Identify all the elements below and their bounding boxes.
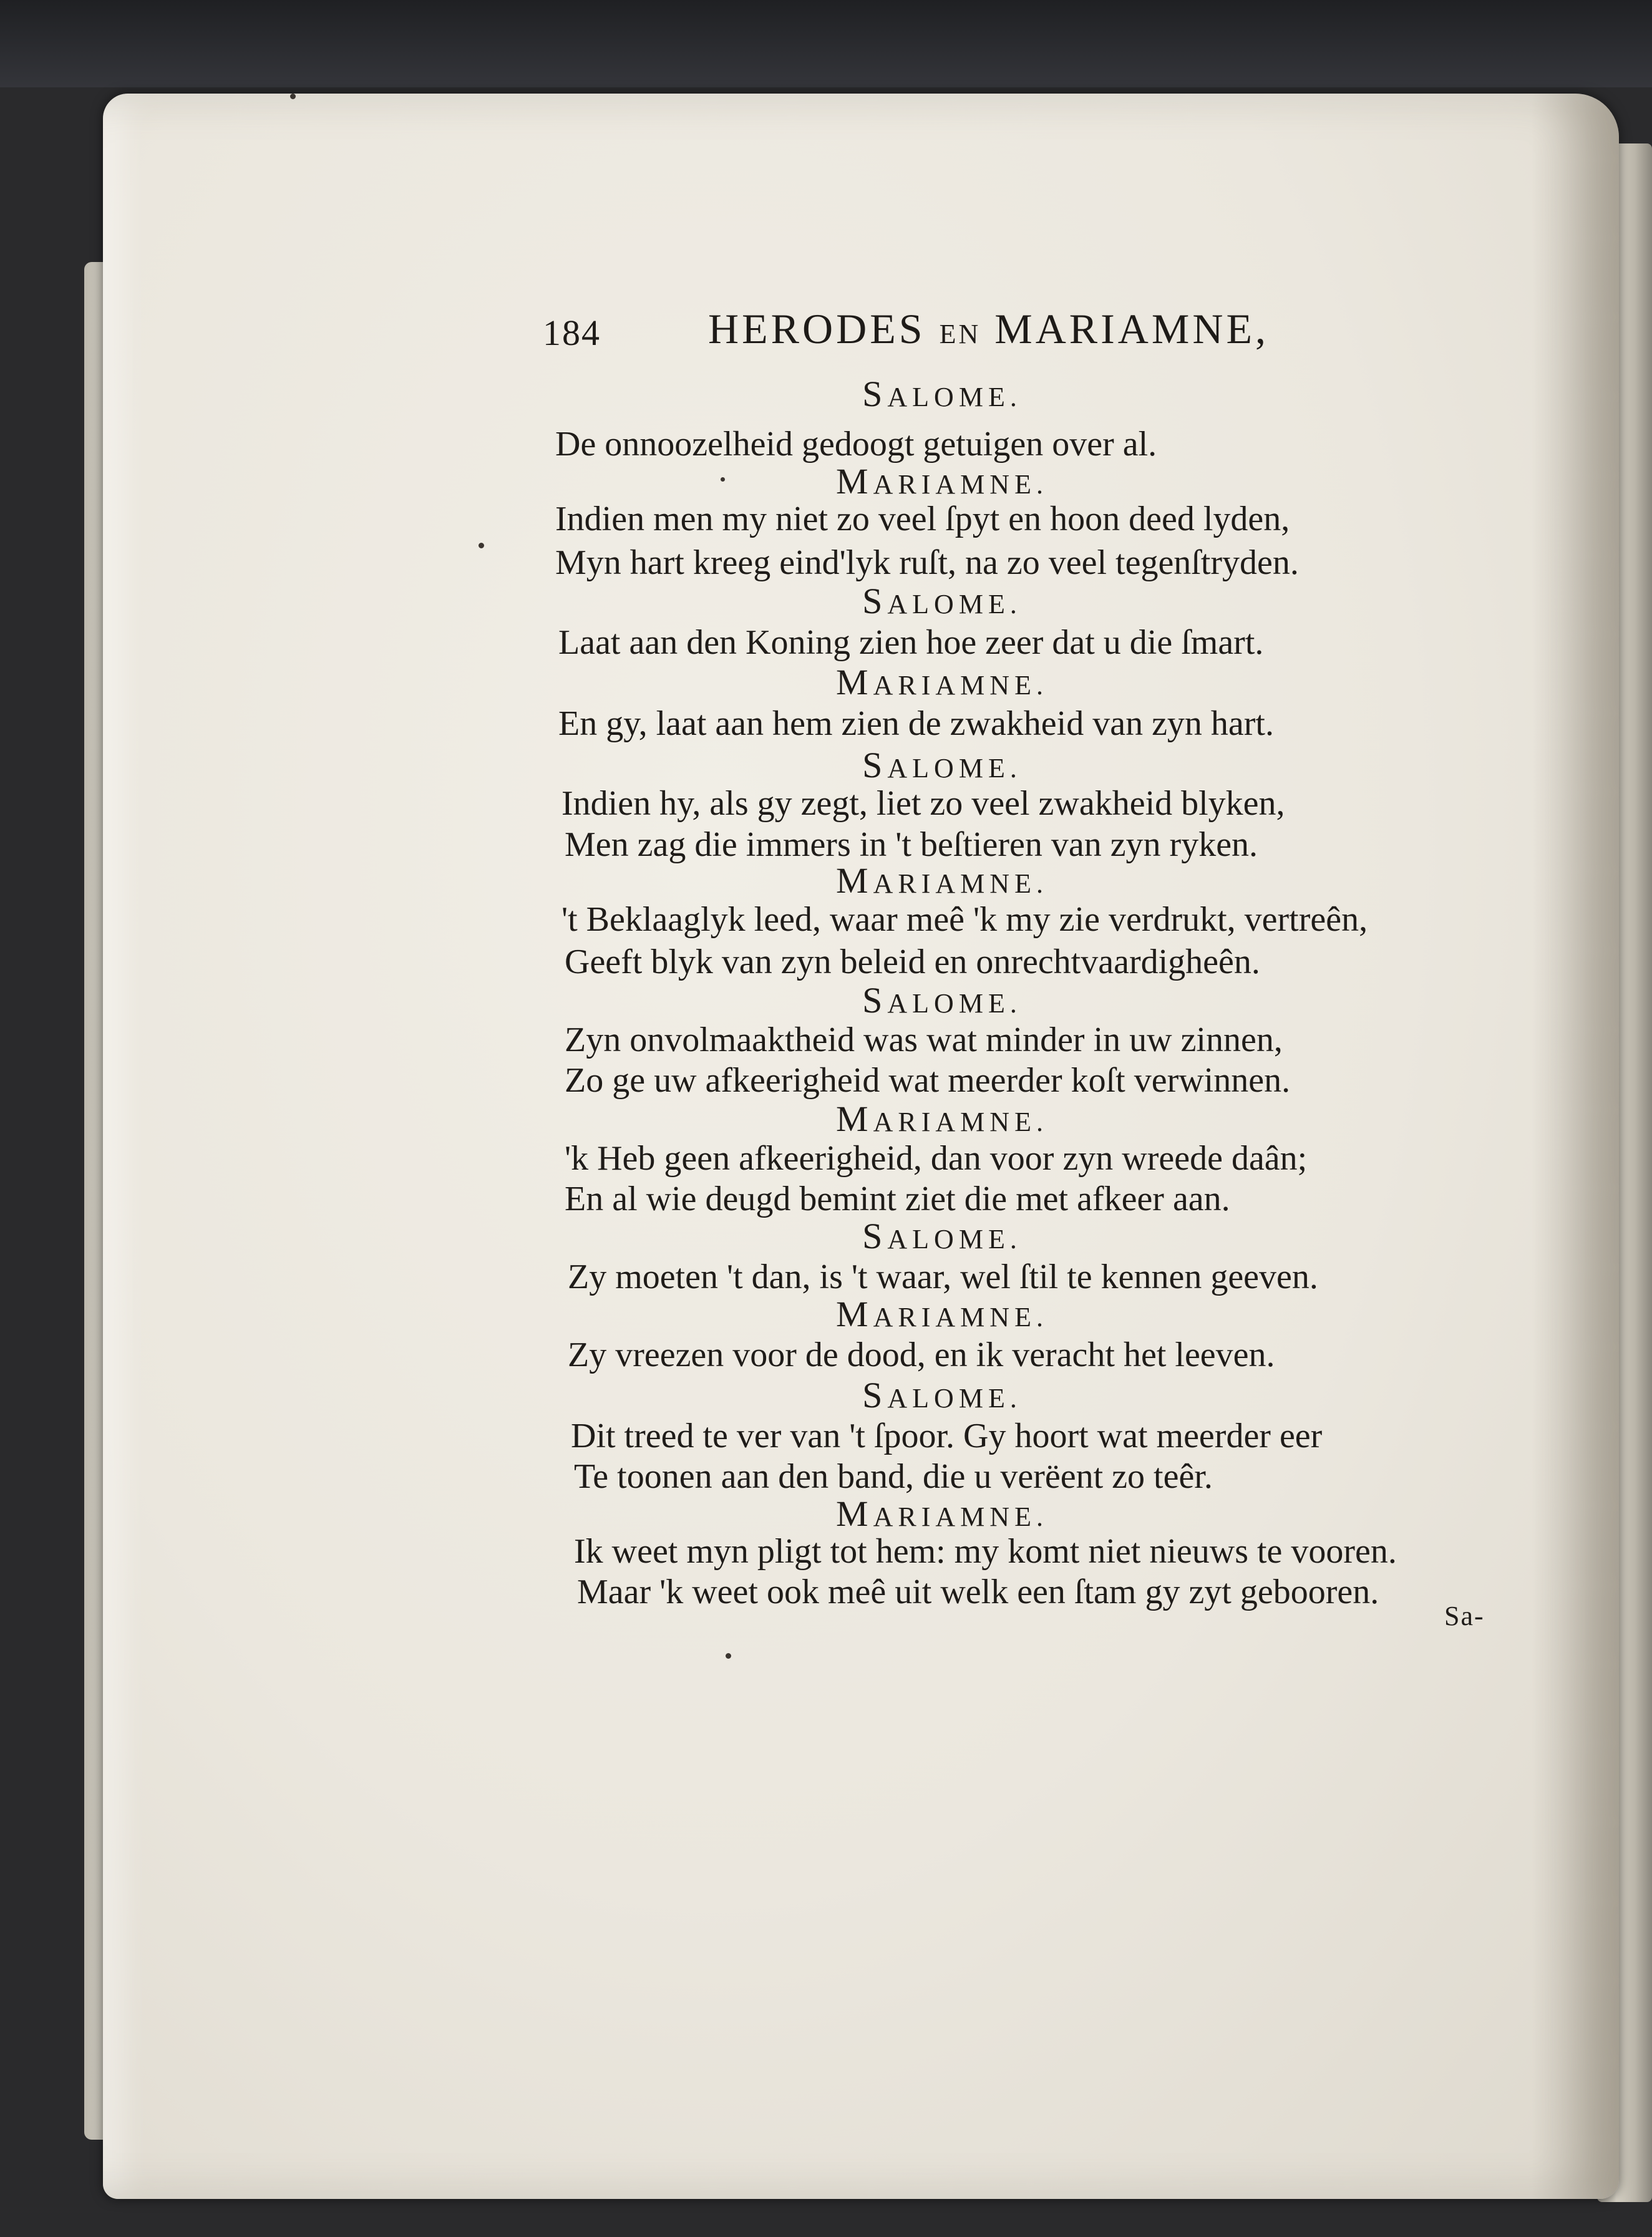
catchword: Sa- bbox=[1444, 1601, 1485, 1631]
verse-line: Zo ge uw afkeerigheid wat meerder koſt verwinnen. bbox=[565, 1061, 1291, 1100]
verse-line: Indien hy, als gy zegt, liet zo veel zwakheid blyken, bbox=[561, 784, 1285, 823]
verse-line: Zy moeten 't dan, is 't waar, wel ſtil te kennen geeven. bbox=[568, 1258, 1318, 1296]
speaker-name: SALOME. bbox=[862, 581, 1022, 621]
verse-line: Ik weet myn pligt tot hem: my komt niet nieuws te vooren. bbox=[574, 1532, 1397, 1571]
speaker-name: SALOME. bbox=[862, 980, 1022, 1021]
speaker-name: SALOME. bbox=[862, 1216, 1022, 1256]
verse-line: 'k Heb geen afkeerigheid, dan voor zyn wreede daân; bbox=[565, 1139, 1308, 1178]
verse-line: Men zag die immers in 't beſtieren van zyn ryken. bbox=[565, 825, 1258, 864]
verse-line: Dit treed te ver van 't ſpoor. Gy hoort wat meerder eer bbox=[571, 1417, 1323, 1455]
speaker-name: SALOME. bbox=[862, 374, 1022, 414]
verse-line: Zy vreezen voor de dood, en ik veracht het leeven. bbox=[568, 1336, 1275, 1374]
running-title-part: MARIAMNE, bbox=[994, 305, 1270, 352]
running-title-part: EN bbox=[939, 319, 981, 349]
verse-line: Geeft blyk van zyn beleid en onrechtvaardigheên. bbox=[565, 943, 1260, 981]
speaker-name: MARIAMNE. bbox=[836, 461, 1048, 502]
verse-line: En al wie deugd bemint ziet die met afkeer aan. bbox=[565, 1180, 1230, 1218]
verse-line: De onnoozelheid gedoogt getuigen over al. bbox=[555, 425, 1157, 463]
speaker-name: MARIAMNE. bbox=[836, 860, 1048, 901]
speaker-name: MARIAMNE. bbox=[836, 1493, 1048, 1534]
verse-line: Indien men my niet zo veel ſpyt en hoon deed lyden, bbox=[555, 500, 1290, 538]
speaker-name: MARIAMNE. bbox=[836, 1099, 1048, 1139]
verse-line: En gy, laat aan hem zien de zwakheid van zyn hart. bbox=[558, 704, 1274, 743]
running-title-part: HERODES bbox=[708, 305, 926, 352]
speaker-name: SALOME. bbox=[862, 1375, 1022, 1415]
speaker-name: MARIAMNE. bbox=[836, 662, 1048, 702]
verse-line: Maar 'k weet ook meê uit welk een ſtam gy zyt gebooren. bbox=[577, 1573, 1379, 1611]
verse-line: Zyn onvolmaaktheid was wat minder in uw zinnen, bbox=[565, 1021, 1283, 1059]
speaker-name: MARIAMNE. bbox=[836, 1294, 1048, 1334]
verse-line: 't Beklaaglyk leed, waar meê 'k my zie verdrukt, vertreên, bbox=[561, 900, 1368, 939]
verse-line: Myn hart kreeg eind'lyk ruſt, na zo veel tegenſtryden. bbox=[555, 543, 1299, 582]
verse-line: Te toonen aan den band, die u verëent zo teêr. bbox=[574, 1457, 1213, 1496]
speaker-name: SALOME. bbox=[862, 745, 1022, 785]
verse-line: Laat aan den Koning zien hoe zeer dat u die ſmart. bbox=[558, 623, 1264, 662]
page-number: 184 bbox=[543, 313, 601, 353]
